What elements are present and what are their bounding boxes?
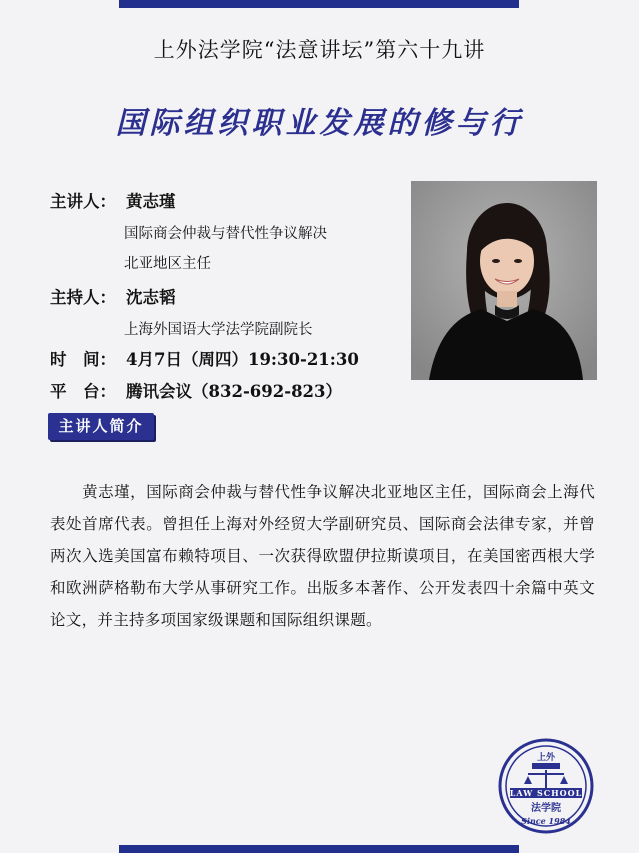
time-value: 4月7日（周四）19:30-21:30 — [126, 350, 359, 369]
speaker-role-line1: 国际商会仲裁与替代性争议解决 — [124, 226, 327, 242]
host-role: 上海外国语大学法学院副院长 — [124, 322, 313, 338]
platform-label: 平 台： — [50, 382, 116, 401]
series-title: 上外法学院“法意讲坛”第六十九讲 — [153, 38, 486, 62]
law-school-seal-icon — [498, 738, 594, 834]
speaker-bio: 黄志瑾，国际商会仲裁与替代性争议解决北亚地区主任，国际商会上海代表处首席代表。曾担任上海对外经贸大学副研究员、国际商会法律专家，并曾两次入选美国富布赖特项目、一次获得欧盟伊拉斯谟项目，在美国密西根大学和欧洲萨格勒布大学从事研究工作。出版多本著作、公开发表四十余篇中英文论文，并主持多项国家级课题和国际组织课题。 — [50, 483, 595, 629]
page-title: 国际组织职业发展的修与行 — [115, 106, 524, 141]
svg-text:上外: 上外 — [536, 753, 556, 763]
bottom-accent-bar — [119, 845, 519, 853]
platform-value: 腾讯会议（832-692-823） — [126, 382, 343, 401]
top-accent-bar — [119, 0, 519, 8]
host-name: 沈志韬 — [126, 288, 176, 307]
time-label: 时 间： — [50, 350, 116, 369]
speaker-label: 主讲人： — [50, 192, 116, 211]
speaker-role-line2: 北亚地区主任 — [124, 256, 211, 272]
host-row — [50, 284, 176, 308]
speaker-row — [50, 188, 176, 212]
law-school-logo — [498, 738, 594, 834]
platform-row — [50, 378, 342, 402]
speaker-name: 黄志瑾 — [126, 192, 176, 211]
speaker-portrait-icon — [411, 181, 597, 380]
time-row — [50, 346, 359, 370]
section-tag-speaker-intro: 主讲人简介 — [48, 413, 154, 440]
svg-text:LAW SCHOOL: LAW SCHOOL — [509, 788, 583, 798]
host-label: 主持人： — [50, 288, 116, 307]
svg-text:Since 1984: Since 1984 — [521, 816, 571, 826]
speaker-photo — [411, 181, 597, 380]
svg-text:法学院: 法学院 — [531, 803, 561, 814]
